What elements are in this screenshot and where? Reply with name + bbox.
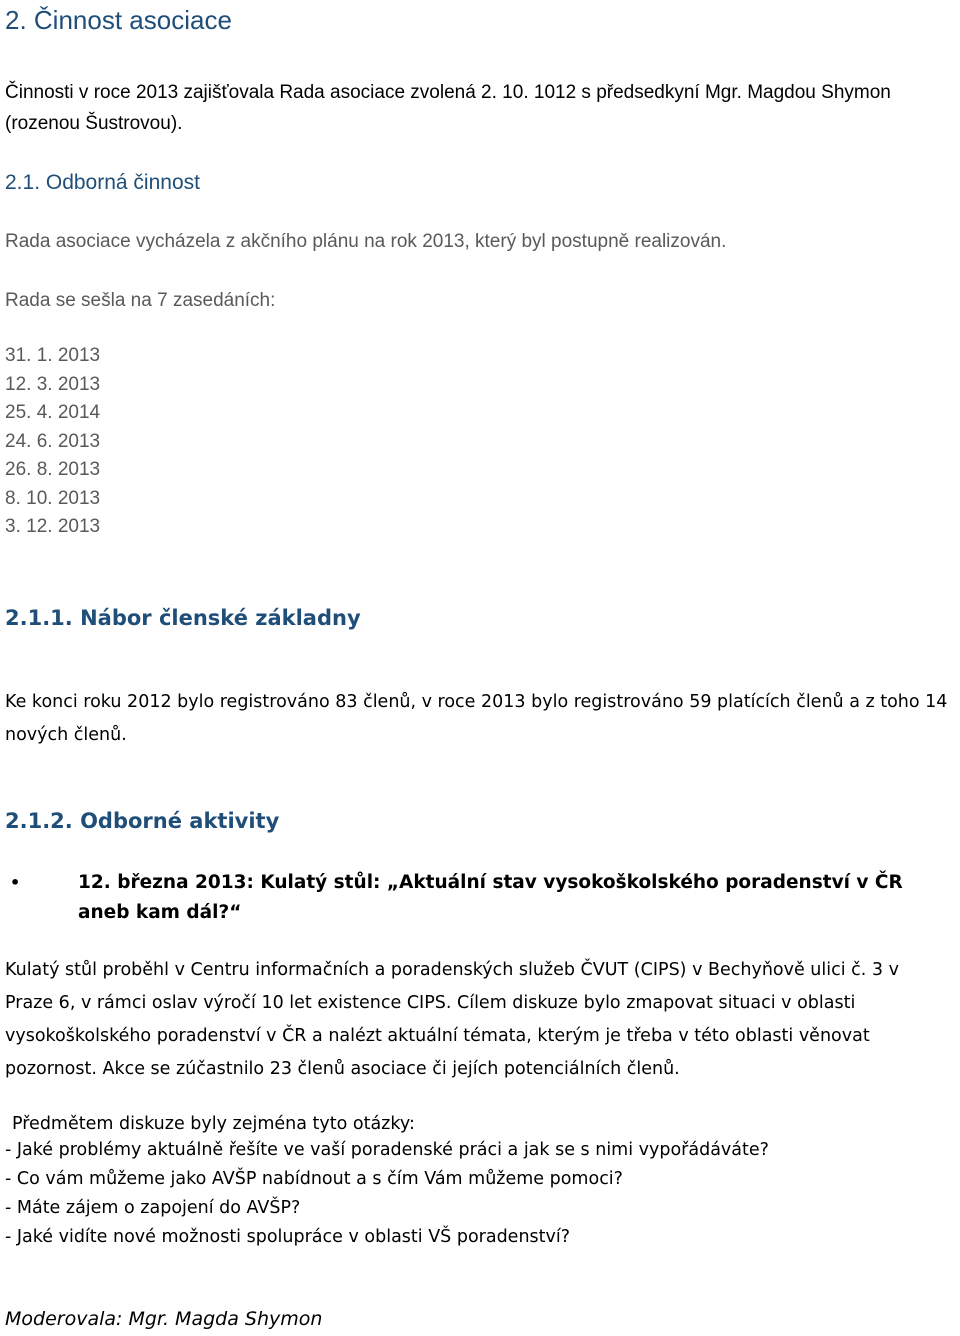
- meeting-date: 24. 6. 2013: [5, 430, 101, 452]
- event-title: 12. března 2013: Kulatý stůl: „Aktuální stav vysokoškolského poradenství v ČR aneb kam dál?“: [78, 872, 903, 923]
- meeting-date: 3. 12. 2013: [5, 516, 101, 537]
- intro-paragraph: Činnosti v roce 2013 zajišťovala Rada asociace zvolená 2. 10. 1012 s předsedkyní Mgr. Magdou Shymon (rozenou Šustrovou).: [5, 82, 891, 134]
- membership-paragraph: Ke konci roku 2012 bylo registrováno 83 členů, v roce 2013 bylo registrováno 59 platících členů a z toho 14 nových členů.: [5, 692, 948, 745]
- question-item: - Máte zájem o zapojení do AVŠP?: [5, 1198, 301, 1218]
- meeting-date: 12. 3. 2013: [5, 373, 101, 395]
- section-heading-2-1: 2.1. Odborná činnost: [5, 171, 200, 194]
- meetings-intro: Rada se sešla na 7 zasedáních:: [5, 290, 276, 311]
- meeting-date: 25. 4. 2014: [5, 402, 101, 423]
- section-heading-2-1-2: 2.1.2. Odborné aktivity: [5, 809, 280, 833]
- meeting-dates-list: [5, 342, 100, 542]
- moderator-line: Moderovala: Mgr. Magda Shymon: [5, 1308, 323, 1330]
- meeting-date: 26. 8. 2013: [5, 459, 101, 480]
- questions-intro: Předmětem diskuze byly zejména tyto otázky:: [12, 1114, 415, 1134]
- question-item: - Jaké vidíte nové možnosti spolupráce v oblasti VŠ poradenství?: [5, 1227, 571, 1247]
- section-heading-2: 2. Činnost asociace: [5, 5, 232, 35]
- bullet-icon: •: [10, 873, 21, 892]
- event-bullet-item: [10, 868, 943, 928]
- meeting-date: 31. 1. 2013: [5, 345, 101, 366]
- question-item: - Co vám můžeme jako AVŠP nabídnout a s čím Vám můžeme pomoci?: [5, 1169, 623, 1189]
- questions-list: [5, 1136, 769, 1252]
- question-item: - Jaké problémy aktuálně řešíte ve vaší poradenské práci a jak se s nimi vypořádáváte?: [5, 1140, 769, 1160]
- action-plan-text: Rada asociace vycházela z akčního plánu na rok 2013, který byl postupně realizován.: [5, 231, 727, 252]
- section-heading-2-1-1: 2.1.1. Nábor členské základny: [5, 606, 361, 630]
- round-table-paragraph: Kulatý stůl proběhl v Centru informačních a poradenských služeb ČVUT (CIPS) v Bechyňově ulici č. 3 v Praze 6, v rámci oslav výročí 10 let existence CIPS. Cílem diskuze bylo zmapovat situaci v oblasti vysokoškolského poradenství v ČR a nalézt aktuální témata, kterým je třeba v této oblasti věnovat pozornost. Akce se zúčastnilo 23 členů asociace či jejích potenciálních členů.: [5, 960, 899, 1079]
- meeting-date: 8. 10. 2013: [5, 487, 101, 509]
